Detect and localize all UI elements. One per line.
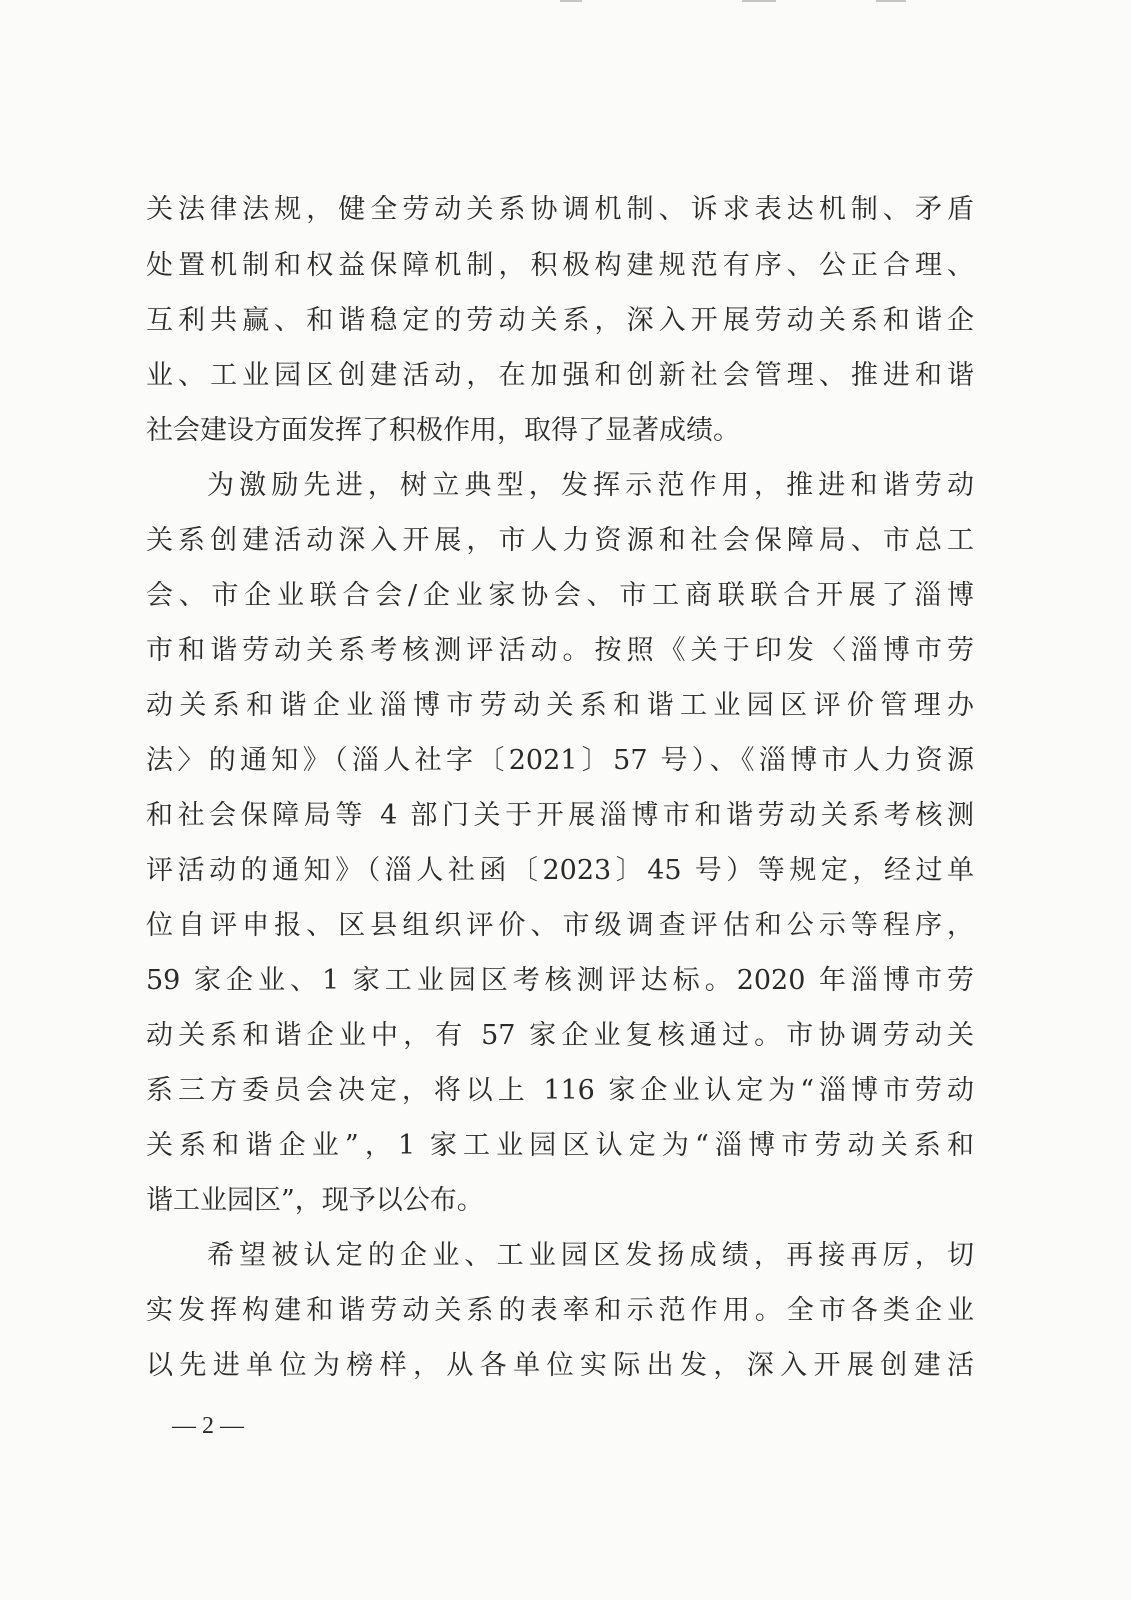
paragraph-line: 动关系和谐企业淄博市劳动关系和谐工业园区评价管理办 [146,690,974,721]
paragraph-line: 59 家企业、1 家工业园区考核测评达标。2020 年淄博市劳 [146,965,974,996]
paragraph-line: 会、市企业联合会/企业家协会、市工商联联合开展了淄博 [146,580,974,611]
page-number: — 2 — [172,1413,244,1439]
scan-artifact [742,0,776,2]
paragraph-line: 关系创建活动深入开展，市人力资源和社会保障局、市总工 [146,525,974,556]
paragraph-line: 关系和谐企业”，1 家工业园区认定为“淄博市劳动关系和 [146,1130,974,1161]
paragraph-line: 为激励先进，树立典型，发挥示范作用，推进和谐劳动 [207,470,974,501]
paragraph-line: 希望被认定的企业、工业园区发扬成绩，再接再厉，切 [207,1240,974,1271]
paragraph-line: 系三方委员会决定，将以上 116 家企业认定为“淄博市劳动 [146,1075,974,1106]
paragraph-line: 业、工业园区创建活动，在加强和创新社会管理、推进和谐 [146,360,974,391]
paragraph-line: 动关系和谐企业中，有 57 家企业复核通过。市协调劳动关 [146,1020,974,1051]
paragraph-line: 实发挥构建和谐劳动关系的表率和示范作用。全市各类企业 [146,1295,974,1326]
paragraph-line: 以先进单位为榜样，从各单位实际出发，深入开展创建活 [146,1350,974,1381]
paragraph-line: 和社会保障局等 4 部门关于开展淄博市和谐劳动关系考核测 [146,800,974,831]
paragraph-line: 位自评申报、区县组织评价、市级调查评估和公示等程序， [146,910,974,941]
scan-artifact [876,0,906,2]
paragraph-line: 处置机制和权益保障机制，积极构建规范有序、公正合理、 [146,250,974,281]
paragraph-line: 评活动的通知》（淄人社函〔2023〕45 号）等规定，经过单 [146,855,974,886]
paragraph-line: 社会建设方面发挥了积极作用，取得了显著成绩。 [146,415,740,446]
paragraph-line: 法〉的通知》（淄人社字〔2021〕57 号）、《淄博市人力资源 [146,745,974,776]
scan-artifact [560,0,582,2]
paragraph-line: 关法律法规，健全劳动关系协调机制、诉求表达机制、矛盾 [146,194,974,225]
paragraph-line: 互利共赢、和谐稳定的劳动关系，深入开展劳动关系和谐企 [146,305,974,336]
paragraph-line: 谐工业园区”，现予以公布。 [146,1185,484,1216]
paragraph-line: 市和谐劳动关系考核测评活动。按照《关于印发〈淄博市劳 [146,635,974,666]
